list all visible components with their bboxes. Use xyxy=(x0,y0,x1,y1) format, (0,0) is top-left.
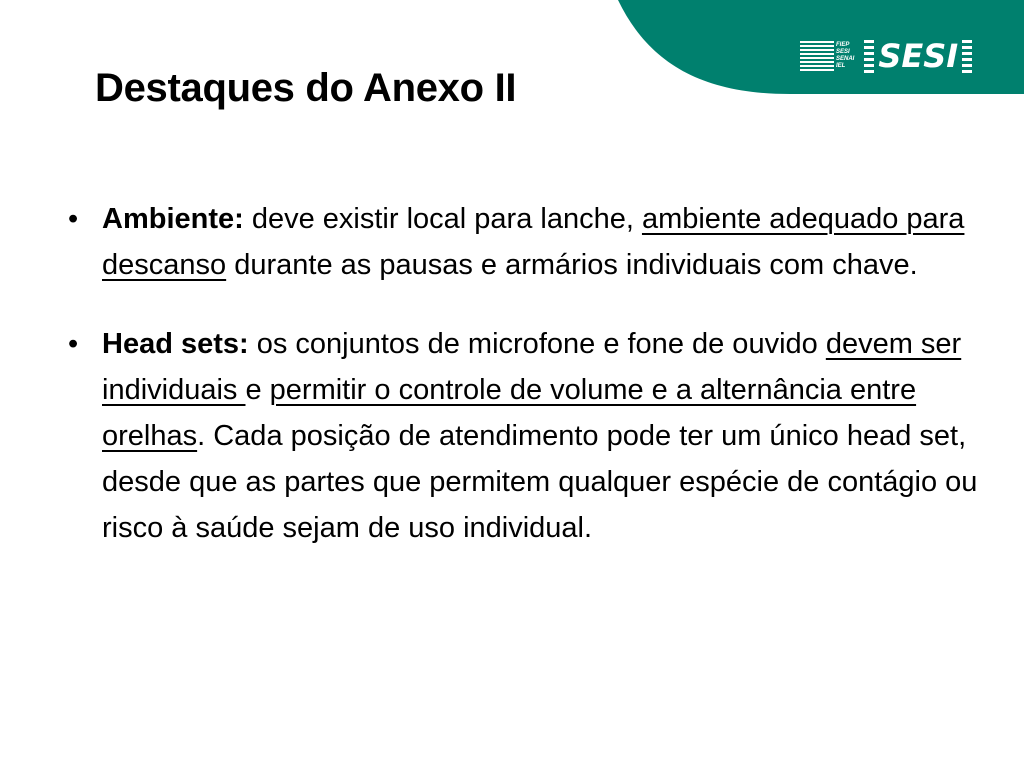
bullet-head-sets xyxy=(68,321,988,551)
bullet-ambiente xyxy=(68,196,988,288)
bullet-text: . Cada posição de atendimento pode ter um único head set, desde que as partes que permitem qualquer espécie de contágio ou risco à saúde sejam de uso individual. xyxy=(102,420,978,544)
logo-wordmark: SESI xyxy=(878,37,959,75)
logo-mini-fiep: FIEP xyxy=(836,42,850,48)
logo-mini-senai: SENAI xyxy=(836,56,855,62)
underlined-text: permitir o controle de volume e a alternância entre orelhas xyxy=(102,374,917,452)
bullet-label: Ambiente: xyxy=(102,203,244,235)
bullet-text: e xyxy=(245,374,270,406)
bullet-marker: • xyxy=(68,203,79,235)
bullet-list xyxy=(68,196,988,584)
bullet-label: Head sets: xyxy=(102,328,249,360)
sesi-logo xyxy=(800,36,972,76)
logo-stripes xyxy=(800,39,834,73)
logo-subtitle xyxy=(836,42,854,70)
underlined-text: ambiente adequado para descanso xyxy=(102,203,965,281)
underlined-text: devem ser individuais xyxy=(102,328,962,406)
logo-mini-iel: IEL xyxy=(836,63,846,69)
bullet-marker: • xyxy=(68,328,79,360)
slide-title: Destaques do Anexo II xyxy=(95,66,517,110)
logo-mini-sesi: SESI xyxy=(836,49,850,55)
logo-left-bars xyxy=(864,40,874,73)
bullet-text: durante as pausas e armários individuais com chave. xyxy=(226,249,918,281)
logo-right-bars xyxy=(962,40,972,73)
bullet-text: deve existir local para lanche, xyxy=(243,203,642,235)
bullet-text: os conjuntos de microfone e fone de ouvido xyxy=(248,328,826,360)
